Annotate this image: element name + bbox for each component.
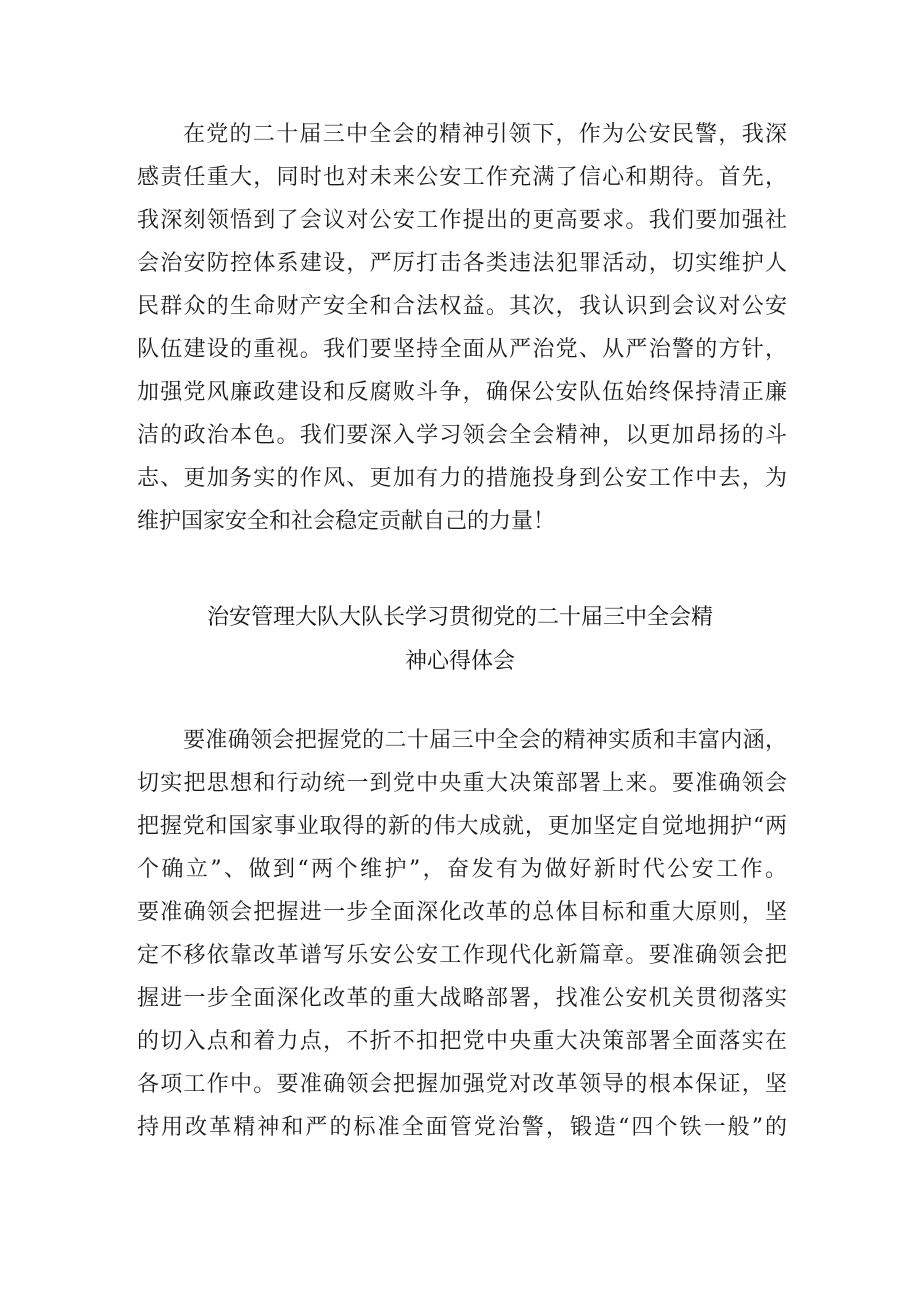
paragraph-line: 握进一步全面深化改革的重大战略部署，找准公安机关贯彻落实 bbox=[137, 986, 787, 1011]
body-paragraph-2 bbox=[137, 719, 787, 1149]
body-paragraph-1 bbox=[137, 113, 787, 543]
paragraph-line: 队伍建设的重视。我们要坚持全面从严治党、从严治警的方针， bbox=[137, 337, 787, 362]
paragraph-line: 要准确领会把握党的二十届三中全会的精神实质和丰富内涵， bbox=[183, 728, 787, 753]
paragraph-line: 定不移依靠改革谱写乐安公安工作现代化新篇章。要准确领会把 bbox=[137, 943, 787, 968]
paragraph-line: 维护国家安全和社会稳定贡献自己的力量！ bbox=[137, 509, 556, 534]
paragraph-line: 在党的二十届三中全会的精神引领下，作为公安民警，我深 bbox=[183, 122, 787, 147]
paragraph-line: 各项工作中。要准确领会把握加强党对改革领导的根本保证，坚 bbox=[137, 1072, 787, 1097]
paragraph-line: 洁的政治本色。我们要深入学习领会全会精神，以更加昂扬的斗 bbox=[137, 423, 787, 448]
paragraph-line: 会治安防控体系建设，严厉打击各类违法犯罪活动，切实维护人 bbox=[137, 251, 787, 276]
heading-line: 治安管理大队大队长学习贯彻党的二十届三中全会精 bbox=[206, 605, 713, 630]
paragraph-line: 感责任重大，同时也对未来公安工作充满了信心和期待。首先， bbox=[137, 165, 787, 190]
paragraph-line: 的切入点和着力点，不折不扣把党中央重大决策部署全面落实在 bbox=[137, 1029, 787, 1054]
section-heading bbox=[140, 596, 780, 684]
paragraph-line: 持用改革精神和严的标准全面管党治警，锻造“四个铁一般”的 bbox=[137, 1115, 787, 1140]
paragraph-line: 志、更加务实的作风、更加有力的措施投身到公安工作中去，为 bbox=[137, 466, 787, 491]
paragraph-line: 个确立”、做到“两个维护”，奋发有为做好新时代公安工作。 bbox=[137, 857, 787, 882]
paragraph-line: 要准确领会把握进一步全面深化改革的总体目标和重大原则，坚 bbox=[137, 900, 787, 925]
paragraph-line: 加强党风廉政建设和反腐败斗争，确保公安队伍始终保持清正廉 bbox=[137, 380, 787, 405]
heading-line: 神心得体会 bbox=[404, 649, 515, 674]
paragraph-line: 我深刻领悟到了会议对公安工作提出的更高要求。我们要加强社 bbox=[137, 208, 787, 233]
paragraph-line: 把握党和国家事业取得的新的伟大成就，更加坚定自觉地拥护“两 bbox=[137, 814, 787, 839]
paragraph-line: 切实把思想和行动统一到党中央重大决策部署上来。要准确领会 bbox=[137, 771, 787, 796]
paragraph-line: 民群众的生命财产安全和合法权益。其次，我认识到会议对公安 bbox=[137, 294, 787, 319]
